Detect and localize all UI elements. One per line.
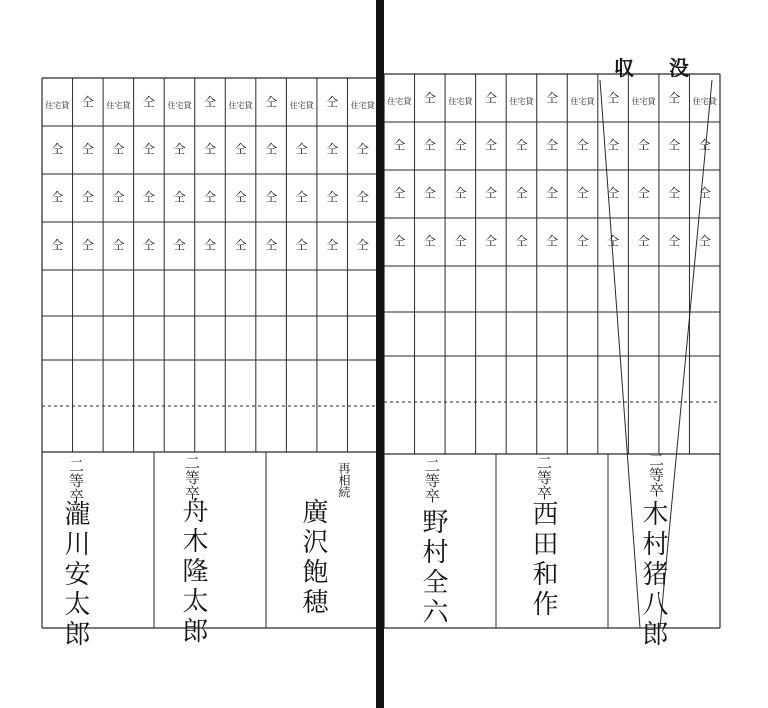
entry-name-5: 西田和作: [528, 500, 558, 620]
right-header-glyph: 住宅貸: [570, 97, 595, 106]
left-header-glyph: 住宅貸: [228, 101, 253, 110]
left-ditto-mark: 仝: [173, 190, 186, 204]
left-ditto-mark: 仝: [142, 190, 155, 204]
strike-line-1: [600, 80, 640, 628]
right-ditto-mark: 仝: [576, 138, 589, 152]
corner-seal: 収 没: [614, 56, 703, 80]
entry-rank-4: 二等卒: [423, 458, 441, 503]
left-ditto-mark: 仝: [142, 142, 155, 156]
right-header-ditto: 仝: [607, 91, 620, 105]
left-ditto-mark: 仝: [234, 142, 247, 156]
entry-name-1: 瀧川安太郎: [60, 500, 90, 650]
left-ditto-mark: 仝: [142, 238, 155, 252]
left-header-ditto: 仝: [326, 95, 339, 109]
right-ditto-mark: 仝: [545, 138, 559, 152]
entry-rank-1: 二等卒: [67, 458, 85, 503]
left-ditto-mark: 仝: [203, 238, 217, 252]
right-ditto-mark: 仝: [454, 234, 467, 248]
right-ditto-mark: 仝: [423, 138, 436, 152]
left-ditto-mark: 仝: [356, 142, 369, 156]
right-header-ditto: 仝: [545, 91, 559, 105]
left-ditto-mark: 仝: [234, 190, 247, 204]
left-ditto-mark: 仝: [81, 142, 94, 156]
right-ditto-mark: 仝: [607, 234, 620, 248]
left-ditto-mark: 仝: [51, 190, 64, 204]
left-header-glyph: 住宅貸: [167, 101, 192, 110]
left-header-glyph: 住宅貸: [350, 101, 375, 110]
right-ditto-mark: 仝: [698, 234, 711, 248]
right-ditto-mark: 仝: [423, 234, 436, 248]
right-ditto-mark: 仝: [393, 186, 406, 200]
right-ditto-mark: 仝: [423, 186, 436, 200]
left-ditto-mark: 仝: [265, 190, 278, 204]
left-ditto-mark: 仝: [81, 190, 94, 204]
left-ditto-mark: 仝: [265, 142, 278, 156]
right-ditto-mark: 仝: [698, 138, 711, 152]
right-ditto-mark: 仝: [454, 186, 467, 200]
left-header-ditto: 仝: [203, 95, 217, 109]
right-header-ditto: 仝: [484, 91, 497, 105]
left-ditto-mark: 仝: [356, 238, 369, 252]
right-ditto-mark: 仝: [637, 234, 650, 248]
left-header-ditto: 仝: [142, 95, 155, 109]
right-ditto-mark: 仝: [576, 234, 589, 248]
right-ditto-mark: 仝: [668, 138, 681, 152]
right-ditto-mark: 仝: [668, 234, 681, 248]
right-header-glyph: 住宅貸: [448, 97, 473, 106]
right-ditto-mark: 仝: [637, 138, 650, 152]
entry-rank-2: 二等卒: [183, 455, 201, 500]
right-header-glyph: 住宅貸: [631, 97, 656, 106]
entry-rank-5: 二等卒: [535, 455, 553, 500]
left-ditto-mark: 仝: [265, 238, 278, 252]
entry-rank-6: 二等卒: [647, 452, 665, 497]
right-ditto-mark: 仝: [545, 234, 559, 248]
right-ditto-mark: 仝: [515, 138, 528, 152]
right-header-glyph: 住宅貸: [509, 97, 534, 106]
left-ditto-mark: 仝: [51, 142, 64, 156]
right-ditto-mark: 仝: [515, 234, 528, 248]
left-header-glyph: 住宅貸: [289, 101, 314, 110]
left-ditto-mark: 仝: [81, 238, 94, 252]
right-ditto-mark: 仝: [484, 138, 497, 152]
left-ditto-mark: 仝: [234, 238, 247, 252]
left-header-glyph: 住宅貸: [106, 101, 131, 110]
left-ditto-mark: 仝: [51, 238, 64, 252]
book-gutter: [376, 0, 384, 708]
entry-name-3: 廣沢飽穂: [298, 498, 328, 618]
left-header-ditto: 仝: [81, 95, 94, 109]
left-ditto-mark: 仝: [203, 190, 217, 204]
right-header-ditto: 仝: [668, 91, 681, 105]
entry-note-3: 再相続: [337, 462, 351, 498]
right-ditto-mark: 仝: [393, 138, 406, 152]
right-ditto-mark: 仝: [668, 186, 681, 200]
left-ditto-mark: 仝: [326, 238, 339, 252]
left-ditto-mark: 仝: [326, 190, 339, 204]
right-header-ditto: 仝: [423, 91, 436, 105]
right-ditto-mark: 仝: [576, 186, 589, 200]
right-ditto-mark: 仝: [545, 186, 559, 200]
left-ditto-mark: 仝: [112, 142, 125, 156]
left-ditto-mark: 仝: [203, 142, 217, 156]
right-ditto-mark: 仝: [637, 186, 650, 200]
entry-name-2: 舟木隆太郎: [178, 497, 208, 647]
entry-name-4: 野村全六: [418, 508, 448, 628]
right-ditto-mark: 仝: [698, 186, 711, 200]
right-ditto-mark: 仝: [454, 138, 467, 152]
entry-name-6: 木村猪八郎: [638, 500, 668, 650]
left-ditto-mark: 仝: [173, 238, 186, 252]
left-header-glyph: 住宅貸: [45, 101, 70, 110]
left-ditto-mark: 仝: [295, 238, 308, 252]
right-header-glyph: 住宅貸: [692, 97, 717, 106]
right-ditto-mark: 仝: [393, 234, 406, 248]
right-ditto-mark: 仝: [515, 186, 528, 200]
right-ditto-mark: 仝: [607, 186, 620, 200]
left-ditto-mark: 仝: [295, 190, 308, 204]
left-ditto-mark: 仝: [173, 142, 186, 156]
left-ditto-mark: 仝: [326, 142, 339, 156]
left-ditto-mark: 仝: [295, 142, 308, 156]
right-ditto-mark: 仝: [607, 138, 620, 152]
right-header-glyph: 住宅貸: [387, 97, 412, 106]
right-ditto-mark: 仝: [484, 186, 497, 200]
left-ditto-mark: 仝: [112, 190, 125, 204]
left-header-ditto: 仝: [265, 95, 278, 109]
left-ditto-mark: 仝: [356, 190, 369, 204]
left-ditto-mark: 仝: [112, 238, 125, 252]
right-ditto-mark: 仝: [484, 234, 497, 248]
